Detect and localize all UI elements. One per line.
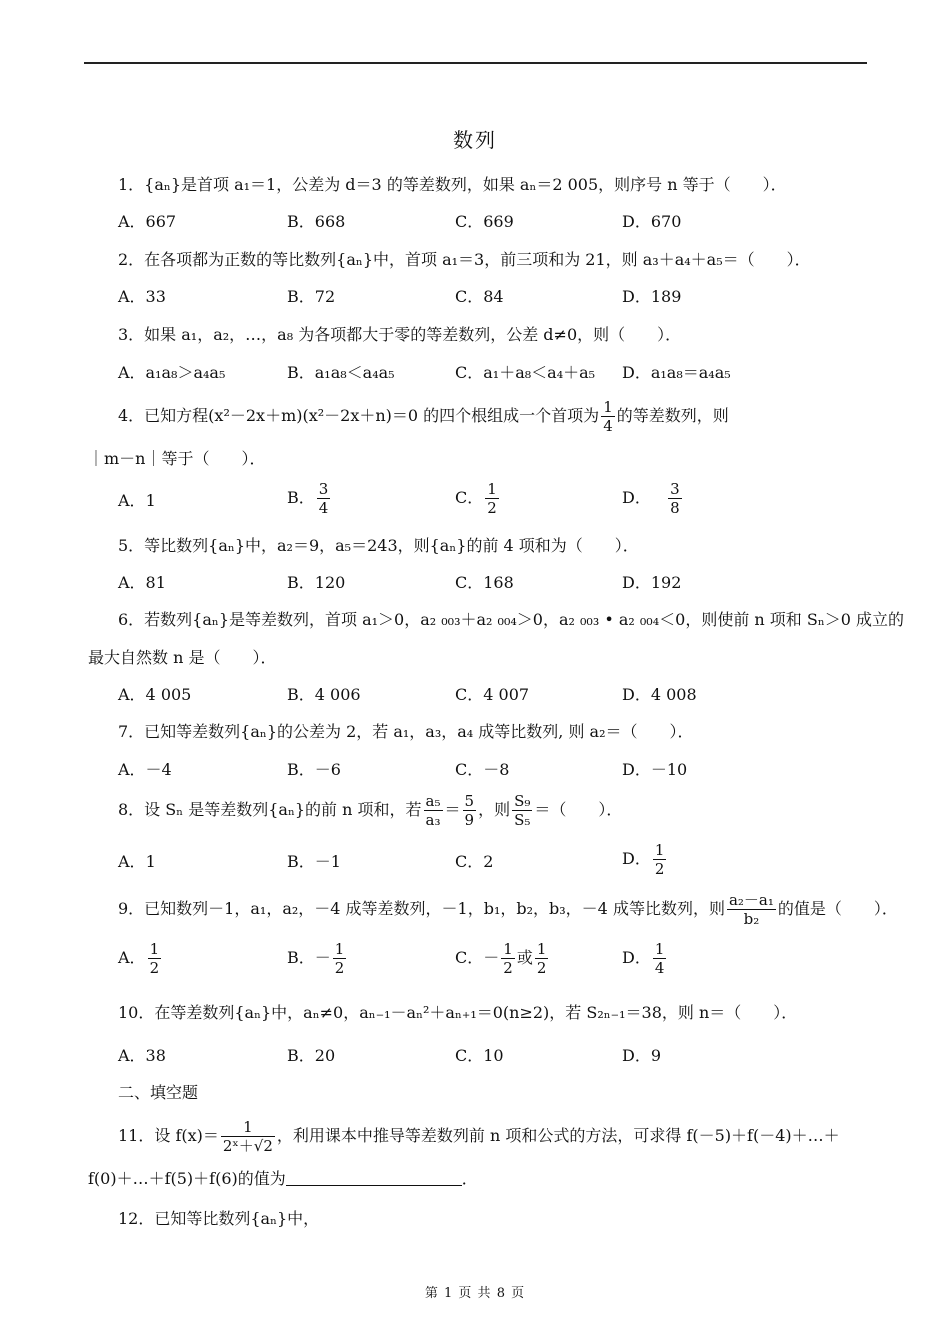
- q2-option-d: D．189: [622, 287, 682, 306]
- q8-option-a: A．1: [118, 852, 156, 871]
- q1-option-a: A．667: [118, 212, 177, 231]
- question-7: 7．已知等差数列{aₙ}的公差为 2，若 a₁，a₃，a₄ 成等比数列, 则 a₂＝（ ）．: [118, 722, 694, 741]
- page-footer: 第 1 页 共 8 页: [424, 1286, 526, 1301]
- q4-option-b: B． $\frac{3}{4}$: [287, 480, 329, 517]
- question-5: 5．等比数列{aₙ}中，a₂＝9，a₅＝243，则{aₙ}的前 4 项和为（ ）．: [118, 536, 639, 555]
- q7-option-c: C．－8: [455, 760, 510, 779]
- question-10: 10．在等差数列{aₙ}中，aₙ≠0，aₙ₋₁－aₙ²＋aₙ₊₁＝0(n≥2)，若 S₂ₙ₋₁＝38，则 n＝（ ）．: [118, 1003, 798, 1022]
- q5-option-d: D．192: [622, 573, 682, 592]
- q5-option-a: A．81: [118, 573, 166, 592]
- question-2: 2．在各项都为正数的等比数列{aₙ}中，首项 a₁＝3，前三项和为 21，则 a₃＋a₄＋a₅＝（ ）．: [118, 250, 811, 269]
- q11-line-2: f(0)＋…＋f(5)＋f(6)的值为 ．: [88, 1169, 478, 1188]
- q9-fraction: $\frac{\text{a₂－a₁}}{\text{b₂}}$: [728, 891, 774, 928]
- q8-fraction-1: $\frac{\text{a₅}}{\text{a₃}}$: [425, 792, 441, 829]
- q6-option-a: A．4 005: [118, 685, 192, 704]
- q4-option-a: A．1: [118, 491, 156, 510]
- q8-option-b: B．－1: [287, 852, 341, 871]
- q8-fraction-3: $\frac{\text{S₉}}{\text{S₅}}$: [514, 792, 531, 829]
- q4-line-2: ｜m－n｜等于（ ）．: [88, 449, 266, 468]
- q7-option-b: B．－6: [287, 760, 341, 779]
- q9-option-b: B．－ $\frac{1}{2}$: [287, 940, 345, 977]
- q3-option-a: A．a₁a₈＞a₄a₅: [118, 363, 226, 382]
- q7-option-d: D．－10: [622, 760, 688, 779]
- q6-line-2: 最大自然数 n 是（ ）．: [88, 648, 277, 667]
- q1-option-d: D．670: [622, 212, 682, 231]
- question-1: 1．{aₙ}是首项 a₁＝1，公差为 d＝3 的等差数列，如果 aₙ＝2 005，则序号 n 等于（ ）．: [118, 175, 787, 194]
- q10-option-c: C．10: [455, 1046, 504, 1065]
- q8-option-c: C．2: [455, 852, 494, 871]
- header-rule: [84, 62, 867, 64]
- q4-option-d: D． $\frac{3}{8}$: [622, 480, 680, 517]
- question-12: 12．已知等比数列{aₙ}中，: [118, 1209, 320, 1228]
- question-6: 6．若数列{aₙ}是等差数列，首项 a₁＞0，a₂ ₀₀₃＋a₂ ₀₀₄＞0，a₂ ₀₀₃ • a₂ ₀₀₄＜0，则使前 n 项和 Sₙ＞0 成立的: [118, 610, 905, 629]
- q4-text-a: 4．已知方程(x²－2x＋m)(x²－2x＋n)＝0 的四个根组成一个首项为: [118, 406, 600, 425]
- page-title: 数列: [453, 128, 497, 152]
- q1-option-c: C．669: [455, 212, 514, 231]
- q3-option-d: D．a₁a₈＝a₄a₅: [622, 363, 731, 382]
- q10-option-d: D．9: [622, 1046, 662, 1065]
- q4-option-c: C． $\frac{1}{2}$: [455, 480, 497, 517]
- q4-frac-num: 1: [603, 398, 613, 416]
- q2-option-a: A．33: [118, 287, 166, 306]
- question-11: 11．设 f(x)＝ $\frac{1}{\text{2ˣ＋√2}}$ ，利用课本中推导等差数列前 n 项和公式的方法，可求得 f(－5)＋f(－4)＋…＋: [118, 1118, 840, 1155]
- q6-option-d: D．4 008: [622, 685, 697, 704]
- q9-text-a: 9．已知数列－1，a₁，a₂，－4 成等差数列，－1，b₁，b₂，b₃，－4 成等比数列，则: [118, 899, 725, 918]
- q5-option-c: C．168: [455, 573, 514, 592]
- q9-option-c: C．－ $\frac{1}{2}$ 或 $\frac{1}{2}$: [455, 940, 547, 977]
- q3-option-b: B．a₁a₈＜a₄a₅: [287, 363, 395, 382]
- q4-text-b: 的等差数列，则: [616, 406, 729, 425]
- question-9: 9．已知数列－1，a₁，a₂，－4 成等差数列，－1，b₁，b₂，b₃，－4 成等比数列，则 $\frac{\text{a₂－a₁}}{\text{b₂}}$ 的值是（ ）．: [118, 891, 898, 928]
- q5-option-b: B．120: [287, 573, 346, 592]
- q2-option-c: C．84: [455, 287, 504, 306]
- q3-option-c: C．a₁＋a₈＜a₄＋a₅: [455, 363, 596, 382]
- q4-fraction: [601, 398, 615, 435]
- q2-option-b: B．72: [287, 287, 336, 306]
- q9-option-a: A． $\frac{1}{2}$: [118, 940, 160, 977]
- q1-option-b: B．668: [287, 212, 346, 231]
- q11-text-a: 11．设 f(x)＝: [118, 1126, 219, 1145]
- q11-answer-blank[interactable]: [286, 1169, 462, 1186]
- q11-fraction: $\frac{1}{\text{2ˣ＋√2}}$: [222, 1118, 273, 1155]
- q9-option-d: D． $\frac{1}{4}$: [622, 940, 665, 977]
- q4-frac-den: 4: [603, 417, 613, 435]
- q6-option-b: B．4 006: [287, 685, 361, 704]
- q6-option-c: C．4 007: [455, 685, 530, 704]
- q10-option-a: A．38: [118, 1046, 166, 1065]
- q8-option-d: D． $\frac{1}{2}$: [622, 841, 665, 878]
- question-8: 8．设 Sₙ 是等差数列{aₙ}的前 n 项和，若 $\frac{\text{a₅}}{\text{a₃}}$ ＝ $\frac{5}{9}$ ，则 $\frac{\text{S₉}}{\text{S₅}}$ ＝（ ）．: [118, 792, 623, 829]
- section-heading-fill-in: 二、填空题: [118, 1083, 199, 1102]
- q8-fraction-2: $\frac{5}{9}$: [464, 792, 475, 829]
- question-4: [118, 398, 729, 435]
- q7-option-a: A．－4: [118, 760, 172, 779]
- question-3: 3．如果 a₁，a₂，…，a₈ 为各项都大于零的等差数列，公差 d≠0，则（ ）．: [118, 325, 682, 344]
- q8-text-a: 8．设 Sₙ 是等差数列{aₙ}的前 n 项和，若: [118, 800, 422, 819]
- q10-option-b: B．20: [287, 1046, 336, 1065]
